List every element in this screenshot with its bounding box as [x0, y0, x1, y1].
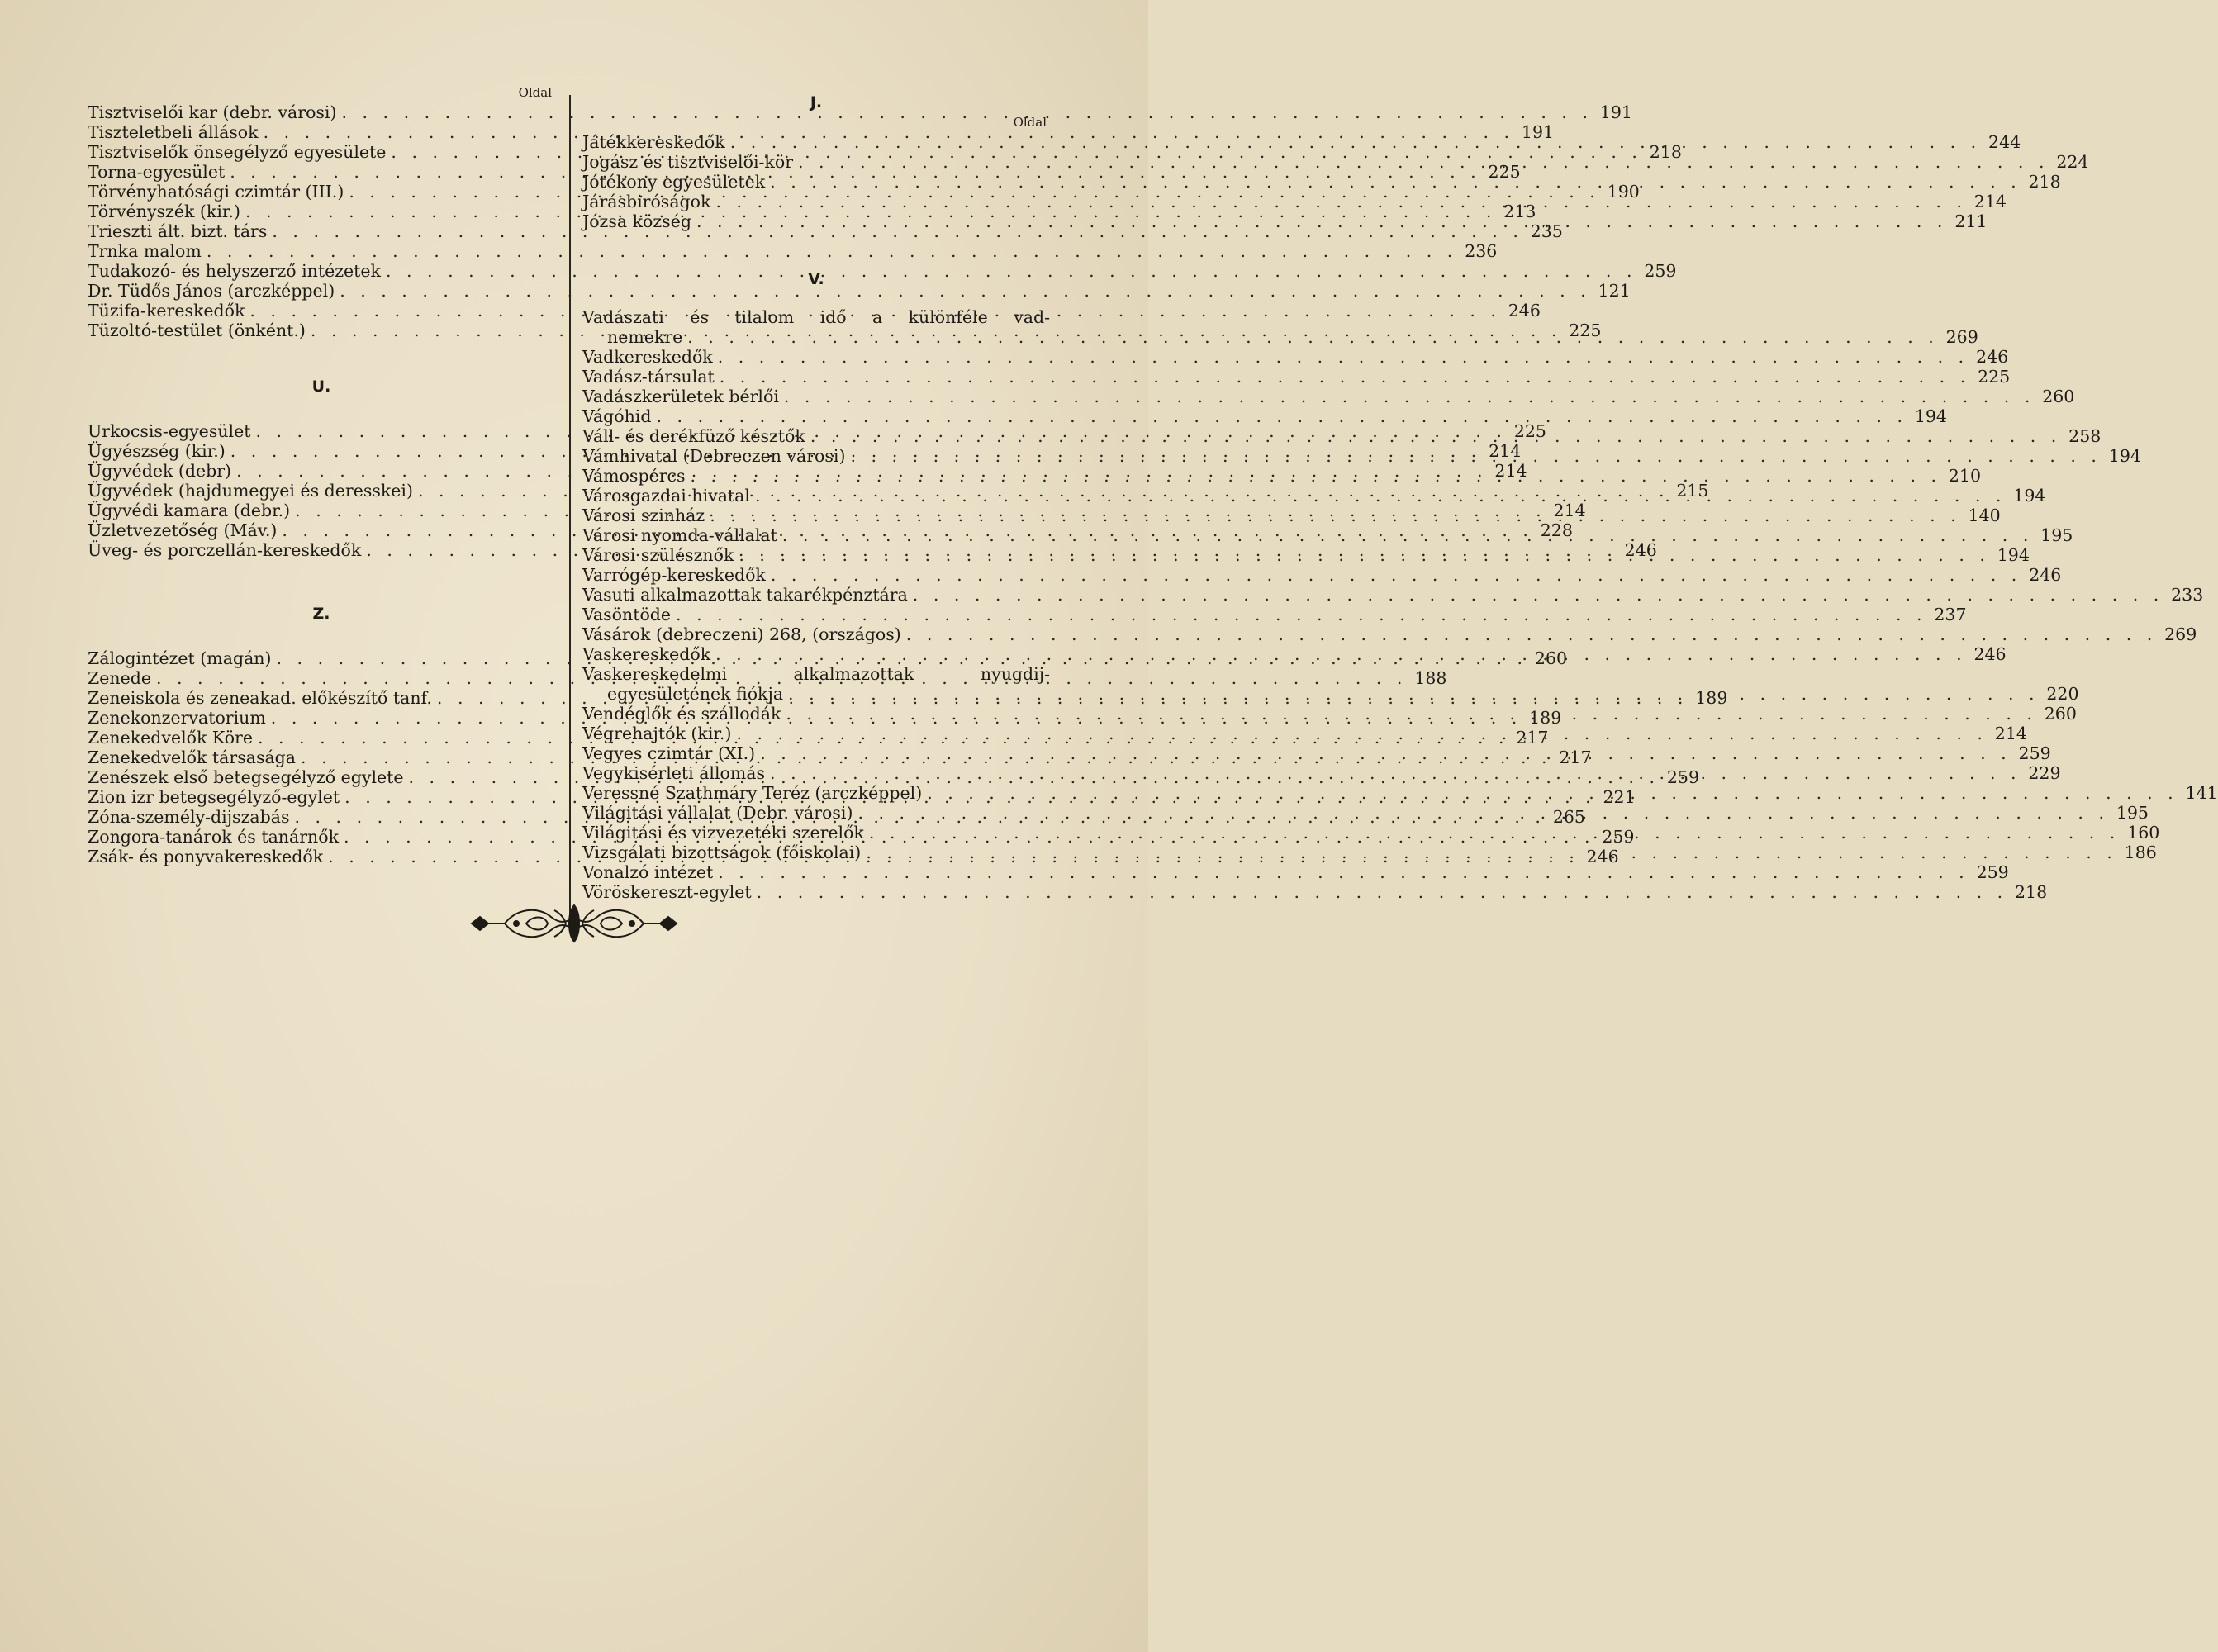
index-entry: Zenede . . . 188 [88, 668, 555, 688]
index-entry: Játékkereskedők . . . 244 [582, 132, 1050, 152]
index-entry: Világitási vállalat (Debr. városi) . . . 195 [582, 803, 1050, 823]
index-entry: Tüzoltó-testület (önként.) . . . 225 [88, 320, 555, 340]
index-entry: Tiszteletbeli állások . . . 191 [88, 122, 555, 142]
scroll-ornament-icon [468, 902, 680, 945]
index-entry: Torna-egyesület . . . 225 [88, 162, 555, 182]
index-entry: Vasuti alkalmazottak takarékpénztára . . . 233 [582, 585, 1050, 605]
index-entry: Vadkereskedők . . . 246 [582, 347, 1050, 367]
index-entry: Vegykisérleti állomás . . . 229 [582, 763, 1050, 783]
index-entry: Ügyvédek (hajdumegyei és deresskei) . . . 215 [88, 481, 555, 501]
index-entry: Vadász-társulat . . . 225 [582, 367, 1050, 387]
column-divider [569, 95, 571, 929]
index-entry: Üzletvezetőség (Máv.) . . . 228 [88, 520, 555, 540]
index-entry: Józsa község . . . 211 [582, 211, 1050, 231]
index-entry: Járásbiróságok . . . 214 [582, 192, 1050, 211]
index-entry: Városi szinház . . . 140 [582, 506, 1050, 525]
section-letter-v: V. [808, 270, 824, 288]
index-entry: Zsák- és ponyvakereskedők . . . 246 [88, 847, 555, 866]
index-entry: Törvényszék (kir.) . . . 213 [88, 202, 555, 221]
page-number-header: Oldal [518, 85, 552, 100]
index-entry: Városi nyomda-vállalat . . . 195 [582, 525, 1050, 545]
index-entry: Urkocsis-egyesület . . . 225 [88, 421, 555, 441]
index-entry: Tüzifa-kereskedők . . . 246 [88, 301, 555, 320]
index-entry: Tudakozó- és helyszerző intézetek . . . 259 [88, 261, 555, 281]
index-entry: Zenekedvelők társasága . . . 217 [88, 748, 555, 767]
index-entry: Zenészek első betegsegélyző egylete . . . 259 [88, 767, 555, 787]
index-entry: Városgazdai hivatal . . . 194 [582, 486, 1050, 506]
index-entry: Ügyészség (kir.) . . . 214 [88, 441, 555, 461]
index-entry: Vámospércs . . . 210 [582, 466, 1050, 486]
index-entry: Zongora-tanárok és tanárnők . . . 259 [88, 827, 555, 847]
index-entry: Jótékony egyesületek . . . 218 [582, 172, 1050, 192]
index-entry: Zálogintézet (magán) . . . 260 [88, 648, 555, 668]
index-entry: Vaskereskedők . . . 246 [582, 644, 1050, 664]
index-entry: Ügyvédek (debr) . . . 214 [88, 461, 555, 481]
index-entry: Zóna-személy-dijszabás . . . 265 [88, 807, 555, 827]
index-entry: Vásárok (debreczeni) 268, (országos) . . . 269 [582, 624, 1050, 644]
index-entry: Vámhivatal (Debreczen városi) . . . 194 [582, 446, 1050, 466]
index-entry: Vaskereskedelmi alkalmazottak nyugdij- [582, 664, 1050, 684]
index-entry: nemekre . . . 269 [582, 327, 1050, 347]
section-letter-j: J. [810, 93, 823, 112]
index-entry: Végrehajtók (kir.) . . . 214 [582, 724, 1050, 743]
index-entry: Törvényhatósági czimtár (III.) . . . 190 [88, 182, 555, 202]
index-entry: Jogász és tisztviselői-kör . . . 224 [582, 152, 1050, 172]
index-entry: Vizsgálati bizottságok (főiskolai) . . . 186 [582, 843, 1050, 862]
index-entry: Ügyvédi kamara (debr.) . . . 214 [88, 501, 555, 520]
index-entry: Vasöntöde . . . 237 [582, 605, 1050, 624]
index-entry: Zeneiskola és zeneakad. előkészítő tanf. . . . 189 [88, 688, 555, 708]
index-entry: Tisztviselői kar (debr. városi) . . . 191 [88, 102, 555, 122]
index-entry: Világitási és vizvezetéki szerelők . . . 160 [582, 823, 1050, 843]
index-entry: Vadászati és tilalom idő a különféle vad- [582, 307, 1050, 327]
index-entry: Vágóhid . . . 194 [582, 406, 1050, 426]
index-entry: Zenekonzervatorium . . . 189 [88, 708, 555, 728]
index-entry: Vadászkerületek bérlői . . . 260 [582, 387, 1050, 406]
index-entry: Trieszti ált. bizt. társ . . . 235 [88, 221, 555, 241]
index-entry: Zenekedvelők Köre . . . 217 [88, 728, 555, 748]
index-entry: Vendéglők és szállodák . . . 260 [582, 704, 1050, 724]
index-entry: Vonalzó intézet . . . 259 [582, 862, 1050, 882]
index-entry: Dr. Tüdős János (arczképpel) . . . 121 [88, 281, 555, 301]
section-letter-z: Z. [312, 605, 330, 623]
index-entry: egyesületének fiókja . . . 220 [582, 684, 1050, 704]
index-entry: Váll- és derékfüző késztők . . . 258 [582, 426, 1050, 446]
section-letter-u: U. [311, 377, 331, 396]
index-entry: Városi szülésznők . . . 194 [582, 545, 1050, 565]
index-entry: Veressné Szathmáry Teréz (arczképpel) . . . 141 [582, 783, 1050, 803]
index-entry: Varrógép-kereskedők . . . 246 [582, 565, 1050, 585]
page-number-header: Oldal [1013, 115, 1047, 130]
index-entry: Zion izr betegsegélyző-egylet . . . 221 [88, 787, 555, 807]
index-entry: Trnka malom . . . 236 [88, 241, 555, 261]
index-entry: Tisztviselők önsegélyző egyesülete . . . 218 [88, 142, 555, 162]
index-entry: Üveg- és porczellán-kereskedők . . . 246 [88, 540, 555, 560]
index-entry: Vegyes czimtár (XI.) . . . 259 [582, 743, 1050, 763]
index-entry: Vöröskereszt-egylet . . . 218 [582, 882, 1050, 902]
